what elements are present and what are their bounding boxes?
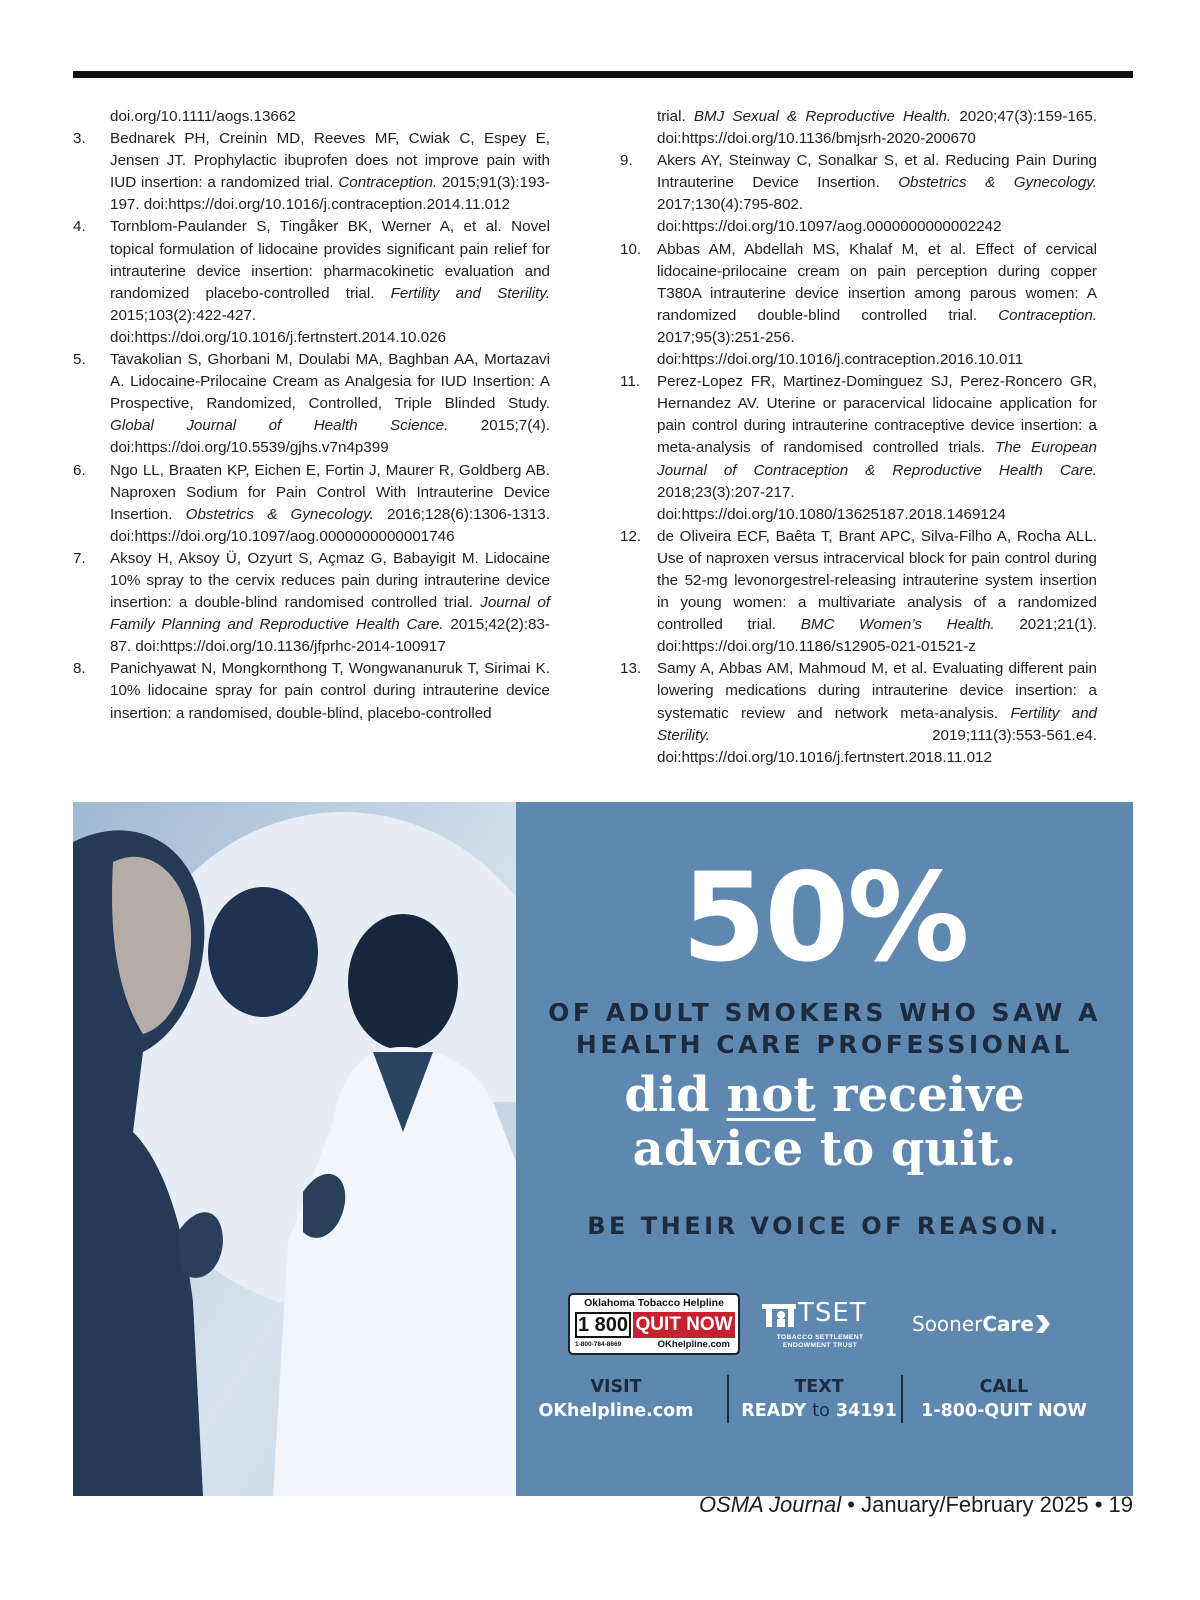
- tset-logo-sub-1: TOBACCO SETTLEMENT: [776, 1334, 864, 1341]
- headline-line-1: [516, 1068, 1133, 1122]
- soonercare-logo-light: Sooner: [912, 1312, 983, 1336]
- reference-text: trial.: [657, 108, 694, 125]
- reference-text: Panichyawat N, Mongkornthong T, Wongwananuruk T, Sirimai K. 10% lidocaine spray for pain control during intrauterine device insertion: a randomised, double-blind, placebo-controlled: [110, 660, 550, 722]
- reference-number: 7.: [73, 549, 86, 567]
- footer-issue: • January/February 2025 •: [841, 1492, 1109, 1517]
- reference-text: 2015;7(4). doi:https://doi.org/10.5539/gjhs.v7n4p399: [110, 417, 550, 457]
- reference-text: Bednarek PH, Creinin MD, Reeves MF, Cwiak C, Espey E, Jensen JT. Prophylactic ibuprofen does not improve pain with IUD insertion: a randomized trial.: [110, 130, 550, 192]
- tset-logo-icon: [762, 1304, 796, 1328]
- reference-text: Aksoy H, Aksoy Ü, Ozyurt S, Açmaz G, Babayigit M. Lidocaine 10% spray to the cervix reduces pain during intrauterine device insertion: a double-blind randomised controlled trial.: [110, 549, 550, 612]
- reference-item: [73, 658, 550, 724]
- soonercare-logo-bold: Care: [982, 1312, 1034, 1336]
- reference-number: 6.: [73, 461, 86, 479]
- cta-call-label: CALL: [979, 1377, 1029, 1397]
- soonercare-logo: [912, 1312, 1050, 1336]
- footer-journal: OSMA Journal: [698, 1492, 842, 1517]
- reference-text: Ngo LL, Braaten KP, Eichen E, Fortin J, Maurer R, Goldberg AB. Naproxen Sodium for Pain Control With Intrauterine Device Insertion.: [110, 461, 550, 523]
- reference-number: 8.: [73, 660, 86, 678]
- reference-item: [620, 239, 1097, 372]
- reference-number: 9.: [620, 152, 633, 170]
- ad-photo-illustration: [73, 802, 516, 1496]
- reference-item: [73, 349, 550, 459]
- stat-line-2: HEALTH CARE PROFESSIONAL: [575, 1030, 1074, 1059]
- cta-call-value: 1-800-QUIT NOW: [921, 1401, 1087, 1421]
- ad-photo-clinician-patient: [73, 802, 516, 1496]
- cta-call: [904, 1375, 1104, 1423]
- headline-post: receive: [815, 1067, 1025, 1123]
- cta-visit: [526, 1375, 706, 1423]
- reference-text: Samy A, Abbas AM, Mahmoud M, et al. Evaluating different pain lowering medications during intrauterine device insertion: a systematic review and network meta-analysis.: [657, 660, 1097, 722]
- reference-item: [73, 460, 550, 548]
- tset-logo-subtitle: [760, 1334, 880, 1350]
- reference-text: 2016;128(6):1306-1313. doi:https://doi.org/10.1097/aog.0000000000001746: [110, 505, 550, 545]
- references-left-column: [73, 106, 550, 725]
- soonercare-arrow-icon: [1036, 1315, 1050, 1333]
- top-rule: [73, 71, 1133, 78]
- reference-text: 2017;130(4):795-802. doi:https://doi.org/10.1097/aog.0000000000002242: [657, 196, 1002, 236]
- reference-item: [620, 526, 1097, 659]
- cta-text: [729, 1375, 909, 1423]
- tset-logo: [760, 1298, 880, 1358]
- reference-number: 4.: [73, 218, 86, 236]
- tobacco-helpline-ad: [73, 802, 1133, 1496]
- reference-number: 5.: [73, 351, 86, 369]
- cta-text-label: TEXT: [794, 1377, 844, 1397]
- cta-visit-value: OKhelpline.com: [538, 1401, 694, 1421]
- reference-text: 2018;23(3):207-217. doi:https://doi.org/10.1080/13625187.2018.1469124: [657, 483, 1006, 523]
- reference-journal: The European Journal of Contraception & Reproductive Health Care.: [657, 439, 1097, 479]
- reference-text: 2015;103(2):422-427. doi:https://doi.org/10.1016/j.fertnstert.2014.10.026: [110, 306, 447, 346]
- reference-item: [73, 216, 550, 349]
- reference-journal: Fertility and Sterility.: [390, 284, 550, 302]
- reference-number: 11.: [620, 373, 640, 391]
- headline-line-2: advice to quit.: [632, 1121, 1017, 1177]
- tagline: BE THEIR VOICE OF REASON.: [587, 1212, 1062, 1240]
- reference-journal: Contraception.: [338, 174, 438, 192]
- reference-journal: BMJ Sexual & Reproductive Health.: [693, 108, 952, 125]
- cta-divider: [901, 1375, 903, 1423]
- ad-message-panel: [516, 802, 1133, 1496]
- helpline-logo-url: OKhelpline.com: [657, 1339, 730, 1350]
- reference-item: [620, 150, 1097, 238]
- reference-text: 2021;21(1). doi:https://doi.org/10.1186/s12905-021-01521-z: [657, 616, 1098, 656]
- reference-text: 2017;95(3):251-256. doi:https://doi.org/10.1016/j.contraception.2016.10.011: [657, 328, 1024, 369]
- reference-journal: Contraception.: [998, 306, 1097, 324]
- reference-journal: Journal of Family Planning and Reproductive Health Care.: [110, 594, 550, 634]
- cta-text-to: to: [812, 1401, 830, 1421]
- stat-line-1: OF ADULT SMOKERS WHO SAW A: [548, 998, 1101, 1027]
- helpline-logo-phone: 1-800-784-8669: [575, 1341, 622, 1348]
- helpline-logo-number: 1 800: [575, 1312, 631, 1338]
- reference-text: 2019;111(3):553-561.e4. doi:https://doi.org/10.1016/j.fertnstert.2018.11.012: [657, 726, 1097, 766]
- cta-text-number: 34191: [835, 1401, 897, 1421]
- reference-text: doi.org/10.1111/aogs.13662: [110, 108, 296, 125]
- reference-journal: Fertility and Sterility.: [657, 704, 1097, 744]
- reference-item: [73, 548, 550, 658]
- tset-logo-sub-2: ENDOWMENT TRUST: [782, 1342, 858, 1349]
- reference-item: [620, 106, 1097, 150]
- reference-item: [73, 128, 550, 216]
- reference-item: [620, 371, 1097, 526]
- reference-number: 12.: [620, 527, 642, 545]
- cta-visit-label: VISIT: [590, 1377, 642, 1397]
- reference-text: 2020;47(3):159-165. doi:https://doi.org/10.1136/bmjsrh-2020-200670: [657, 108, 1097, 148]
- reference-journal: Obstetrics & Gynecology.: [185, 505, 374, 523]
- reference-number: 3.: [73, 130, 86, 148]
- helpline-logo-top: Oklahoma Tobacco Helpline: [584, 1297, 724, 1309]
- helpline-logo-quit: QUIT NOW: [633, 1312, 735, 1338]
- reference-text: Perez-Lopez FR, Martinez-Dominguez SJ, Perez-Roncero GR, Hernandez AV. Uterine or paracervical lidocaine application for pain control during intrauterine contraceptive device insertion: a meta-analysis of randomised controlled trials.: [657, 373, 1097, 457]
- big-stat: 50%: [681, 847, 968, 989]
- tset-logo-name: TSET: [798, 1298, 867, 1328]
- reference-journal: Global Journal of Health Science.: [110, 417, 449, 435]
- headline-pre: did: [624, 1067, 727, 1123]
- page-number: 19: [1108, 1492, 1133, 1517]
- reference-text: Tavakolian S, Ghorbani M, Doulabi MA, Baghban AA, Mortazavi A. Lidocaine-Prilocaine Cream as Analgesia for IUD Insertion: A Prospective, Randomized, Controlled, Triple Blinded Study.: [110, 351, 550, 413]
- headline-emphasis: not: [726, 1067, 816, 1123]
- page-footer: [699, 1492, 1133, 1518]
- reference-journal: Obstetrics & Gynecology.: [898, 174, 1097, 192]
- reference-item: [73, 106, 550, 128]
- reference-text: Abbas AM, Abdellah MS, Khalaf M, et al. Effect of cervical lidocaine-prilocaine cream on pain perception during copper T380A intrauterine device insertion among parous women: A randomized double-blind controlled trial.: [657, 240, 1097, 324]
- reference-text: 2015;91(3):193-197. doi:https://doi.org/10.1016/j.contraception.2014.11.012: [110, 174, 550, 214]
- reference-text: 2015;42(2):83-87. doi:https://doi.org/10.1136/jfprhc-2014-100917: [110, 616, 550, 656]
- cta-text-keyword: READY: [741, 1401, 807, 1421]
- reference-text: Akers AY, Steinway C, Sonalkar S, et al. Reducing Pain During Intrauterine Device Insertion.: [657, 152, 1097, 192]
- helpline-logo: [568, 1293, 740, 1355]
- reference-journal: BMC Women’s Health.: [800, 616, 995, 634]
- reference-item: [620, 658, 1097, 768]
- reference-text: de Oliveira ECF, Baêta T, Brant APC, Silva-Filho A, Rocha ALL. Use of naproxen versus intracervical block for pain control during the 52-mg levonorgestrel-releasing intrauterine system insertion in young women: a multivariate analysis of a randomized controlled trial.: [657, 527, 1097, 634]
- cta-text-value: [729, 1399, 909, 1423]
- reference-number: 10.: [620, 240, 642, 258]
- references-right-column: [620, 106, 1097, 769]
- reference-text: Tornblom-Paulander S, Tingåker BK, Werner A, et al. Novel topical formulation of lidocaine provides significant pain relief for intrauterine device insertion: pharmacokinetic evaluation and randomized placebo-controlled trial.: [110, 218, 550, 302]
- reference-number: 13.: [620, 660, 642, 678]
